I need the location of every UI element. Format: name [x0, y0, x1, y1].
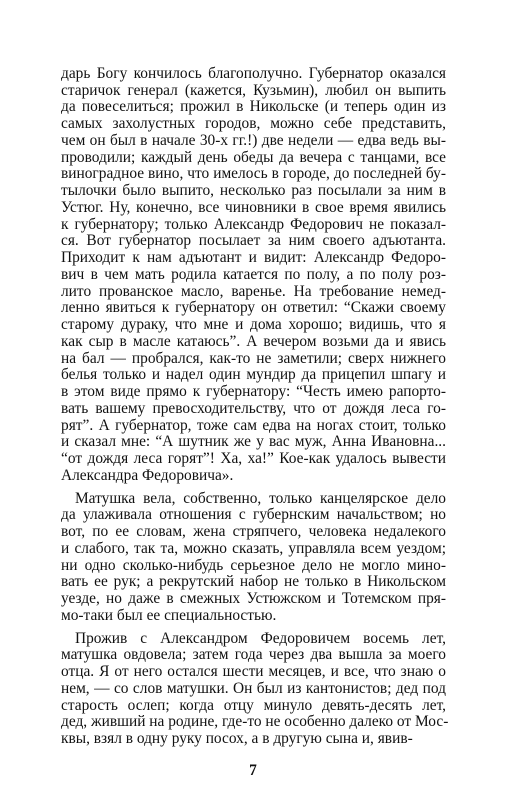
text-line: уезде, но даже в смежных Устюжском и Тотемском пря- [61, 590, 446, 608]
text-line: нем, — со слов матушки. Он был из кантонистов; дед под [61, 679, 446, 697]
text-line: самых захолустных городов, можно себе представить, [61, 115, 446, 133]
text-line: вич в чем мать родила катается по полу, а по полу роз- [61, 265, 446, 283]
text-line: виноградное вино, что имелось в городе, до последней бу- [61, 165, 446, 183]
text-line: в этом виде прямо к губернатору: “Честь имею рапорто- [61, 383, 446, 401]
text-line: дед, живший на родине, где-то не особенно далеко от Мос- [61, 713, 449, 731]
text-line: белья только и надел один мундир да прицепил шпагу и [61, 366, 446, 384]
text-line: дарь Богу кончилось благополучно. Губернатор оказался [61, 65, 446, 82]
text-line: и слабого, так та, можно сказать, управляла всем уездом; [61, 539, 446, 557]
text-line: рят”. А губернатор, тоже сам едва на ногах стоит, только [61, 416, 446, 434]
text-line: матушка овдовела; затем года через два вышла за моего [61, 646, 446, 664]
text-line: Матушка вела, собственно, только канцелярское дело [75, 489, 446, 507]
text-line: вать ее рук; а рекрутский набор не только в Никольском [61, 573, 446, 591]
text-line: старому дураку, что мне и дома хорошо; видишь, что я [61, 316, 446, 334]
text-line: и сказал мне: “А шутник же у вас муж, Анна Ивановна... [61, 433, 446, 451]
text-line: Устюг. Ну, конечно, все чиновники в свое время явились [61, 198, 446, 216]
text-line: да улаживала отношения с губернским начальством; но [61, 506, 446, 524]
text-line: вать вашему превосходительству, что от дождя леса го- [61, 399, 446, 417]
text-line: “от дождя леса горят”! Ха, ха!” Кое-как удалось вывести [61, 450, 446, 468]
text-line: да повеселиться; прожил в Никольске (и теперь один из [61, 98, 446, 116]
text-line: Прожив с Александром Федоровичем восемь лет, [75, 629, 446, 647]
text-line: лито прованское масло, варенье. На требование немед- [61, 282, 446, 300]
text-line: старичок генерал (кажется, Кузьмин), любил он выпить [61, 81, 446, 99]
text-line: отца. Я от него остался шести месяцев, и все, что знаю о [61, 663, 446, 681]
text-line: проводили; каждый день обеды да вечера с танцами, все [61, 148, 446, 166]
text-line: к губернатору; только Александр Федорович не показал- [61, 215, 446, 233]
text-line: мо-таки был ее специальностью. [61, 606, 277, 624]
page-number: 7 [249, 762, 257, 779]
text-line: тылочки было выпито, несколько раз посылали за ним в [61, 182, 446, 200]
text-line: ленно явиться к губернатору он ответил: “Скажи своему [61, 299, 446, 317]
text-line: вот, по ее словам, жена стряпчего, человека недалекого [61, 523, 446, 541]
text-line: ни одно сколько-нибудь серьезное дело не могло мино- [61, 556, 446, 574]
text-line: ся. Вот губернатор посылает за ним своего адъютанта. [61, 232, 446, 250]
text-line: Приходит к нам адъютант и видит: Александр Федоро- [61, 249, 446, 267]
text-line: старость ослеп; когда отцу минуло девять-десять лет, [61, 696, 446, 714]
text-line: Александра Федоровича». [61, 466, 234, 484]
text-line: чем он был в начале 30-х гг.!) две недели — едва ведь вы- [61, 131, 446, 149]
text-line: на бал — пробрался, как-то не заметили; сверх нижнего [61, 349, 446, 367]
text-line: квы, взял в одну руку посох, а в другую сына и, явив- [61, 730, 413, 747]
text-line: как сыр в масле катаюсь”. А вечером возьми да и явись [61, 332, 446, 350]
